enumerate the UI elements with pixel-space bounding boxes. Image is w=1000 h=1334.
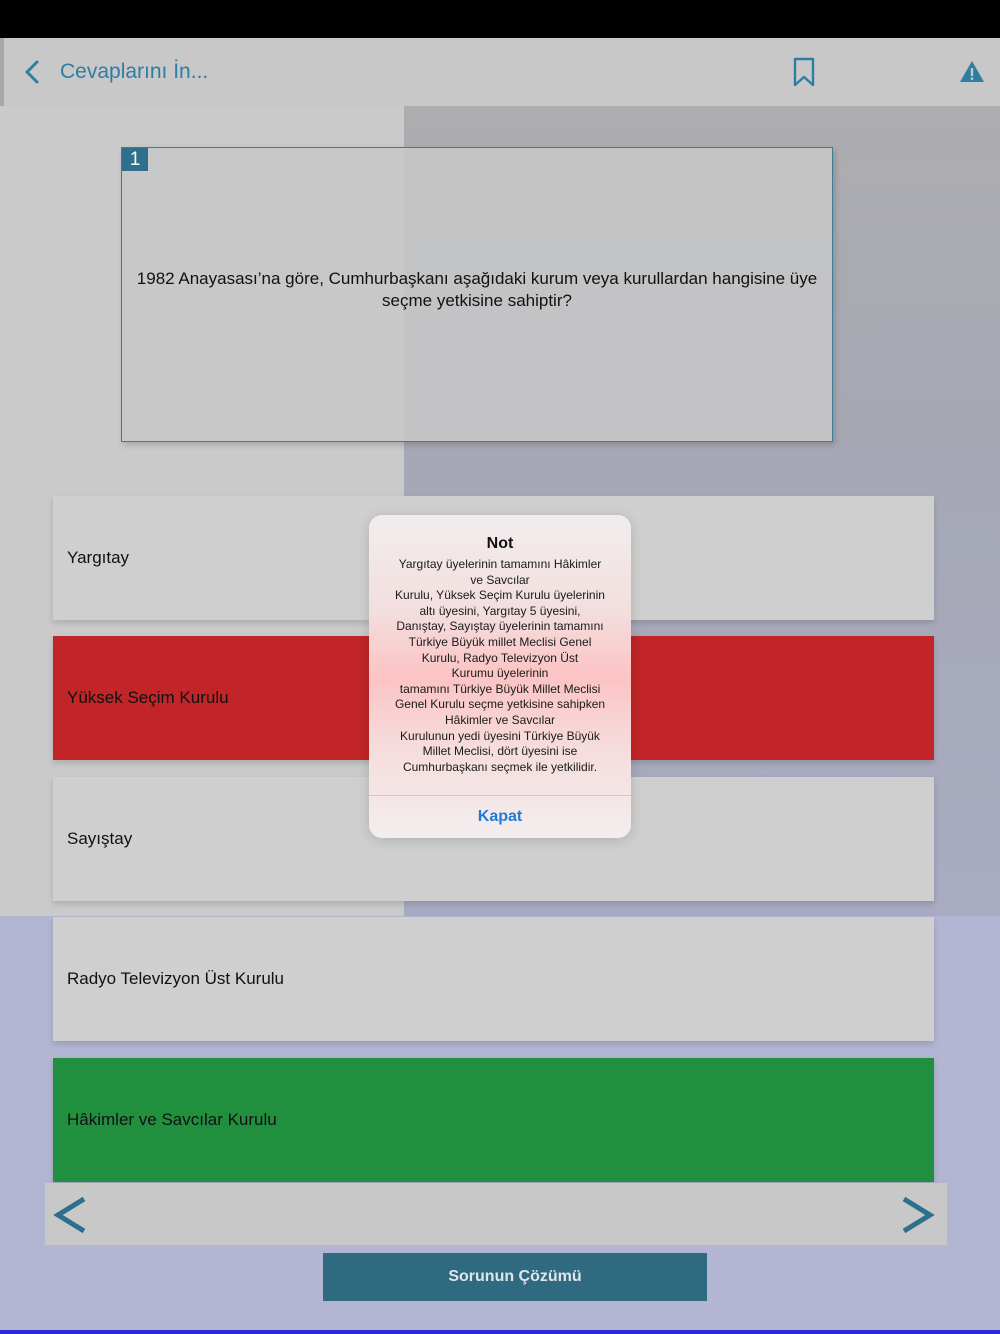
solution-button[interactable]: Sorunun Çözümü [323, 1253, 707, 1301]
bookmark-button[interactable] [790, 56, 818, 88]
answer-option-label: Yüksek Seçim Kurulu [67, 688, 229, 707]
bottom-accent-line [0, 1330, 1000, 1334]
report-button[interactable] [958, 58, 986, 86]
answer-option-label: Sayıştay [67, 829, 133, 848]
alert-message-line: Kurumu üyelerinin [451, 666, 549, 681]
alert-message-line: Genel Kurulu seçme yetkisine sahipken [394, 697, 606, 712]
alert-message-line: tamamını Türkiye Büyük Millet Meclisi [399, 681, 601, 696]
alert-message-line: Kurulu, Yüksek Seçim Kurulu üyelerinin [395, 588, 605, 603]
answer-option-label: Yargıtay [67, 548, 130, 567]
question-number-badge: 1 [122, 148, 148, 171]
navigation-bar [0, 38, 1000, 106]
warning-icon [958, 58, 986, 86]
bookmark-icon [790, 56, 818, 88]
answer-option-label: Hâkimler ve Savcılar Kurulu [67, 1110, 277, 1129]
alert-message [383, 557, 617, 775]
back-button[interactable] [22, 56, 208, 88]
alert-message-line: ve Savcılar [470, 572, 530, 587]
answer-option-d[interactable] [53, 917, 934, 1041]
next-question-button[interactable] [899, 1197, 935, 1233]
alert-message-line: Kurulu, Radyo Televizyon Üst [421, 650, 579, 665]
chevron-left-icon [22, 58, 42, 86]
answer-option-label: Radyo Televizyon Üst Kurulu [67, 969, 285, 988]
arrow-left-icon [53, 1197, 89, 1233]
alert-message-line: altı üyesini, Yargıtay 5 üyesini, [419, 603, 581, 618]
alert-title: Not [486, 535, 514, 552]
previous-question-button[interactable] [53, 1197, 89, 1233]
alert-message-line: Danıştay, Sayıştay üyelerinin tamamını [396, 619, 604, 634]
alert-message-line: Cumhurbaşkanı seçmek ile yetkilidir. [402, 759, 598, 774]
arrow-right-icon [899, 1197, 935, 1233]
alert-close-button[interactable]: Kapat [477, 808, 523, 825]
question-card [121, 147, 833, 442]
alert-message-line: Kurulunun yedi üyesini Türkiye Büyük [400, 728, 600, 743]
answer-option-e[interactable] [53, 1058, 934, 1182]
alert-message-line: Türkiye Büyük millet Meclisi Genel [408, 634, 592, 649]
alert-message-line: Millet Meclisi, dört üyesini ise [422, 744, 578, 759]
note-alert-dialog [369, 515, 631, 838]
status-bar [0, 0, 1000, 38]
question-navigation-bar [45, 1183, 947, 1245]
back-button-label: Cevaplarını İn... [60, 60, 209, 83]
alert-message-line: Yargıtay üyelerinin tamamını Hâkimler [398, 557, 602, 571]
question-text: 1982 Anayasası’na göre, Cumhurbaşkanı aşağıdaki kurum veya kurullardan hangisine üye seçme yetkisine sahiptir? [136, 269, 818, 310]
alert-message-line: Hâkimler ve Savcılar [444, 712, 556, 727]
